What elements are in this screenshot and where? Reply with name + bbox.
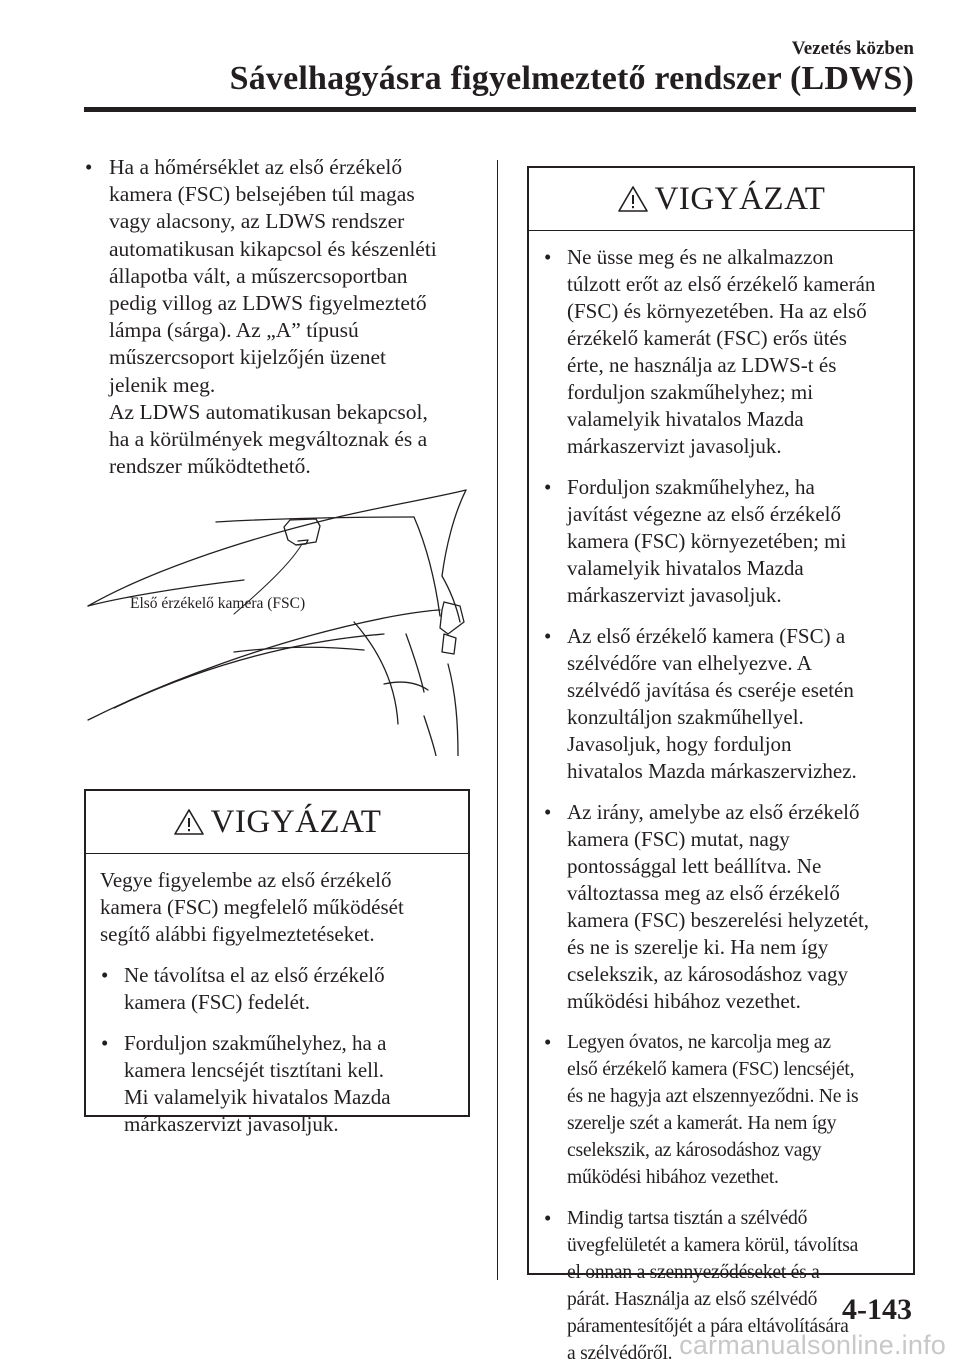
left-column bbox=[84, 154, 474, 480]
bullet-dot-icon: • bbox=[544, 800, 552, 824]
text-line: márkaszervizt javasoljuk. bbox=[567, 434, 782, 458]
bullet-dot-icon: • bbox=[101, 963, 109, 987]
text-line: cselekszik, az károsodáshoz vagy bbox=[567, 1140, 822, 1161]
caution-body-left bbox=[86, 854, 468, 1138]
text-line: és ne is szerelje ki. Ha nem így bbox=[567, 935, 829, 959]
text-line: javítást végezne az első érzékelő bbox=[567, 502, 842, 526]
caution-item-text bbox=[567, 1029, 899, 1191]
bullet-dot-icon: • bbox=[544, 245, 552, 269]
text-line: valamelyik hivatalos Mazda bbox=[567, 556, 804, 580]
windshield-illustration bbox=[84, 484, 468, 756]
text-line: jelenik meg. bbox=[109, 372, 216, 397]
bullet-dot-icon: • bbox=[101, 1031, 109, 1055]
text-line: párát. Használja az első szélvédő bbox=[567, 1289, 818, 1310]
text-line: Ne távolítsa el az első érzékelő bbox=[124, 963, 385, 987]
text-line: hivatalos Mazda márkaszervizhez. bbox=[567, 759, 857, 783]
text-line: márkaszervizt javasoljuk. bbox=[124, 1112, 339, 1136]
text-line: működési hibához vezethet. bbox=[567, 1167, 779, 1188]
caution-header-right bbox=[529, 168, 913, 231]
caution-item bbox=[543, 244, 899, 460]
caution-intro bbox=[100, 867, 454, 948]
page-title: Sávelhagyásra figyelmeztető rendszer (LDWS) bbox=[229, 60, 914, 97]
text-line: cselekszik, az károsodáshoz vagy bbox=[567, 962, 849, 986]
text-line: Forduljon szakműhelyhez, ha bbox=[567, 475, 815, 499]
text-line: ha a körülmények megváltoznak és a bbox=[109, 427, 428, 452]
text-line: konzultáljon szakműhellyel. bbox=[567, 705, 804, 729]
text-line: forduljon szakműhelyhez; mi bbox=[567, 380, 814, 404]
caution-box-left bbox=[84, 789, 470, 1136]
bullet-dot-icon: • bbox=[544, 475, 552, 499]
section-label: Vezetés közben bbox=[791, 38, 914, 59]
text-line: kamera (FSC) mutat, nagy bbox=[567, 827, 790, 851]
text-line: valamelyik hivatalos Mazda bbox=[567, 407, 804, 431]
text-line: érte, ne használja az LDWS-t és bbox=[567, 353, 837, 377]
text-line: Az első érzékelő kamera (FSC) a bbox=[567, 624, 846, 648]
caution-item bbox=[100, 962, 454, 1016]
caution-right-items bbox=[543, 244, 899, 1367]
caution-item bbox=[543, 474, 899, 609]
watermark: carmanualsonline.info bbox=[679, 1330, 946, 1360]
text-line: rendszer működtethető. bbox=[109, 454, 311, 479]
text-line: (FSC) és környezetében. Ha az első bbox=[567, 299, 867, 323]
caution-body-right bbox=[529, 231, 913, 1367]
caution-item-text bbox=[567, 474, 899, 609]
caution-item-text bbox=[567, 623, 899, 785]
text-line: működési hibához vezethet. bbox=[567, 989, 801, 1013]
caution-item-text bbox=[124, 962, 454, 1016]
text-line: Az LDWS automatikusan bekapcsol, bbox=[109, 399, 428, 424]
text-line: Vegye figyelembe az első érzékelő bbox=[100, 868, 392, 892]
text-line: változtassa meg az első érzékelő bbox=[567, 881, 840, 905]
title-rule bbox=[84, 107, 916, 112]
text-line: segítő alábbi figyelmeztetéseket. bbox=[100, 922, 375, 946]
text-line: Ne üsse meg és ne alkalmazzon bbox=[567, 245, 834, 269]
text-line: túlzott erőt az első érzékelő kamerán bbox=[567, 272, 876, 296]
text-line: Legyen óvatos, ne karcolja meg az bbox=[567, 1032, 831, 1053]
text-line: márkaszervizt javasoljuk. bbox=[567, 583, 782, 607]
text-line: Ha a hőmérséklet az első érzékelő bbox=[109, 155, 403, 179]
text-line: kamera (FSC) belsejében túl magas bbox=[109, 182, 415, 207]
caution-item-text bbox=[567, 799, 899, 1015]
text-line: és ne hagyja azt elszennyeződni. Ne is bbox=[567, 1086, 859, 1107]
text-line: páramentesítőjét a pára eltávolítására bbox=[567, 1316, 849, 1337]
caution-item-text bbox=[124, 1030, 454, 1138]
text-line: Mindig tartsa tisztán a szélvédő bbox=[567, 1208, 808, 1229]
caution-item bbox=[543, 799, 899, 1015]
caution-item bbox=[100, 1030, 454, 1138]
bullet-dot-icon: • bbox=[544, 1206, 552, 1230]
column-divider bbox=[497, 160, 498, 1280]
left-bullet-text bbox=[109, 154, 474, 480]
text-line: Mi valamelyik hivatalos Mazda bbox=[124, 1085, 391, 1109]
caution-item-text bbox=[567, 244, 899, 460]
text-line: kamera (FSC) megfelelő működését bbox=[100, 895, 404, 919]
figure-label: Első érzékelő kamera (FSC) bbox=[130, 595, 306, 612]
text-line: szélvédőre van elhelyezve. A bbox=[567, 651, 812, 675]
text-line: pedig villog az LDWS figyelmeztető bbox=[109, 291, 427, 316]
caution-item bbox=[543, 1029, 899, 1191]
text-line: vagy alacsony, az LDWS rendszer bbox=[109, 209, 405, 234]
text-line: szerelje szét a kamerát. Ha nem így bbox=[567, 1113, 837, 1134]
bullet-dot-icon: • bbox=[544, 624, 552, 648]
windshield-figure bbox=[84, 484, 468, 756]
caution-left-items bbox=[100, 962, 454, 1138]
text-line: el onnan a szennyeződéseket és a bbox=[567, 1262, 820, 1283]
warning-triangle-icon bbox=[617, 184, 649, 214]
text-line: kamera (FSC) fedelét. bbox=[124, 990, 311, 1014]
caution-heading-right: VIGYÁZAT bbox=[654, 180, 826, 217]
text-line: kamera (FSC) beszerelési helyzetét, bbox=[567, 908, 870, 932]
text-line: műszercsoport kijelzőjén üzenet bbox=[109, 345, 387, 370]
bullet-dot-icon: • bbox=[85, 155, 93, 179]
warning-triangle-icon bbox=[173, 807, 205, 837]
text-line: első érzékelő kamera (FSC) lencséjét, bbox=[567, 1059, 855, 1080]
text-line: szélvédő javítása és cseréje esetén bbox=[567, 678, 854, 702]
left-bullet bbox=[84, 154, 474, 480]
text-line: kamera lencséjét tisztítani kell. bbox=[124, 1058, 385, 1082]
text-line: a szélvédőről. bbox=[567, 1343, 673, 1364]
text-line: kamera (FSC) környezetében; mi bbox=[567, 529, 847, 553]
text-line: Forduljon szakműhelyhez, ha a bbox=[124, 1031, 387, 1055]
text-line: üvegfelületét a kamera körül, távolítsa bbox=[567, 1235, 859, 1256]
bullet-dot-icon: • bbox=[544, 1030, 552, 1054]
caution-heading-left: VIGYÁZAT bbox=[210, 803, 382, 840]
page-number: 4-143 bbox=[842, 1293, 912, 1326]
text-line: érzékelő kamerát (FSC) erős ütés bbox=[567, 326, 847, 350]
text-line: Az irány, amelybe az első érzékelő bbox=[567, 800, 860, 824]
caution-item bbox=[543, 623, 899, 785]
text-line: lámpa (sárga). Az „A” típusú bbox=[109, 318, 359, 343]
text-line: pontossággal lett beállítva. Ne bbox=[567, 854, 822, 878]
text-line: Javasoljuk, hogy forduljon bbox=[567, 732, 792, 756]
caution-header-left bbox=[86, 791, 468, 854]
text-line: állapotba vált, a műszercsoportban bbox=[109, 263, 408, 288]
text-line: automatikusan kikapcsol és készenléti bbox=[109, 236, 437, 261]
